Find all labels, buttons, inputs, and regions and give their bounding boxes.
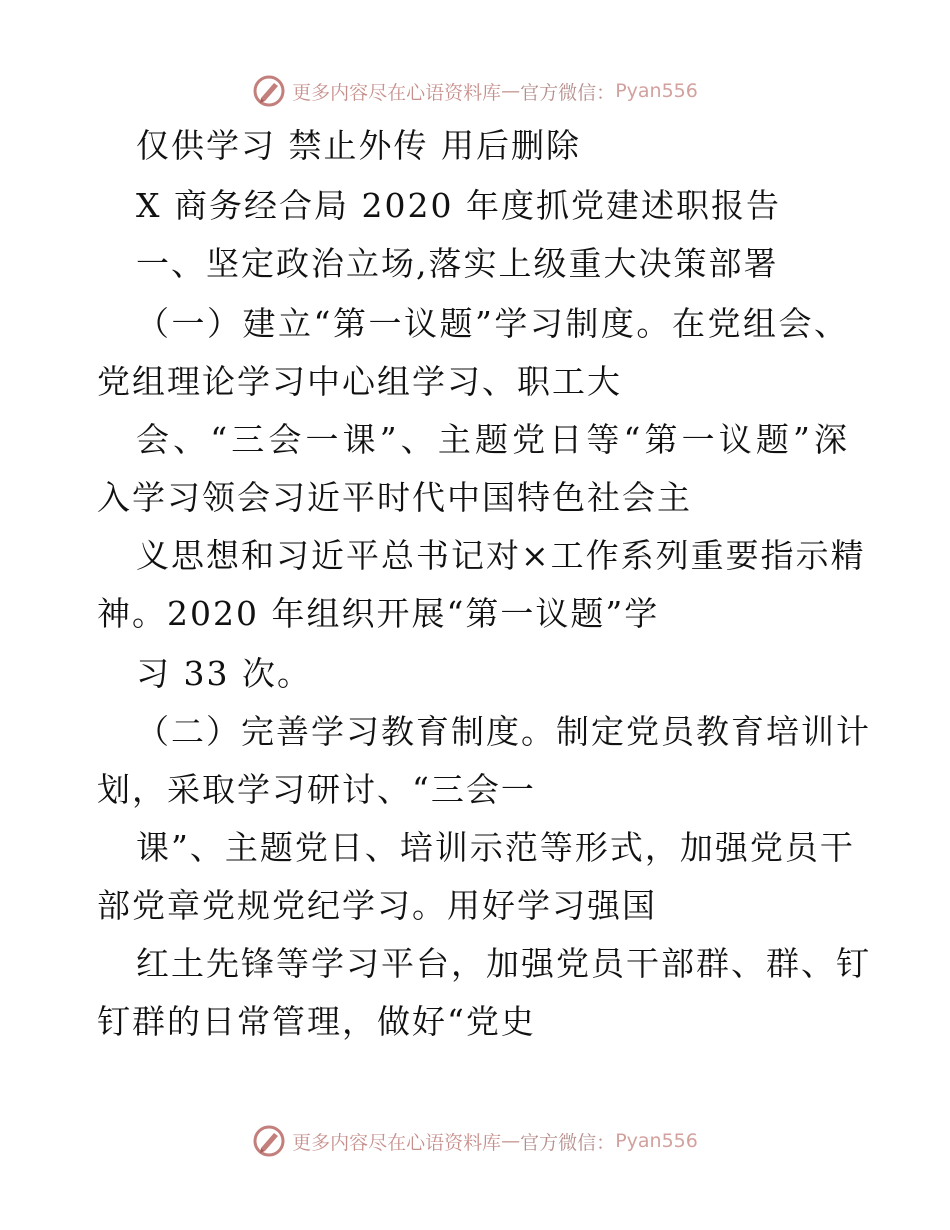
watermark-wechat-label: 官方微信： (520, 1131, 616, 1154)
footer-watermark (0, 1121, 950, 1161)
paragraph-line: 课”、主题党日、培训示范等形式，加强党员干 (136, 828, 855, 867)
section-heading: 一、坚定政治立场,落实上级重大决策部署 (136, 244, 779, 283)
paragraph-line: 划，采取学习研讨、“三会一 (97, 770, 536, 809)
paragraph-line: （一）建立“第一议题”学习制度。在党组会、 (136, 304, 849, 343)
paragraph-line: 义思想和习近平总书记对×工作系列重要指示精 (136, 536, 866, 575)
paragraph-line: （二）完善学习教育制度。制定党员教育培训计 (136, 712, 871, 751)
pen-logo-icon (252, 74, 286, 108)
watermark-main-text: 更多内容尽在心语资料库 (292, 1131, 502, 1154)
paragraph-line: 党组理论学习中心组学习、职工大 (97, 362, 622, 401)
watermark-wechat-label: 官方微信： (520, 81, 616, 104)
paragraph-line: 部党章党规党纪学习。用好学习强国 (97, 886, 657, 925)
paragraph-line: 神。2020 年组织开展“第一议题”学 (97, 594, 660, 633)
notice-line: 仅供学习 禁止外传 用后删除 (136, 126, 581, 165)
watermark-separator: — (501, 80, 521, 102)
paragraph-line: 入学习领会习近平时代中国特色社会主 (97, 478, 692, 517)
paragraph-line: 钉群的日常管理，做好“党史 (97, 1002, 536, 1041)
header-watermark (0, 71, 950, 111)
paragraph-line: 会、“三会一课”、主题党日等“第一议题”深 (136, 420, 849, 459)
pen-logo-icon (252, 1124, 286, 1158)
watermark-wechat-id: Pyan556 (615, 80, 698, 102)
watermark-main-text: 更多内容尽在心语资料库 (292, 81, 502, 104)
paragraph-line: 习 33 次。 (136, 654, 312, 693)
watermark-wechat-id: Pyan556 (615, 1130, 698, 1152)
paragraph-line: 红土先锋等学习平台，加强党员干部群、群、钉 (136, 944, 871, 983)
document-title: X 商务经合局 2020 年度抓党建述职报告 (136, 186, 781, 225)
watermark-separator: — (501, 1130, 521, 1152)
